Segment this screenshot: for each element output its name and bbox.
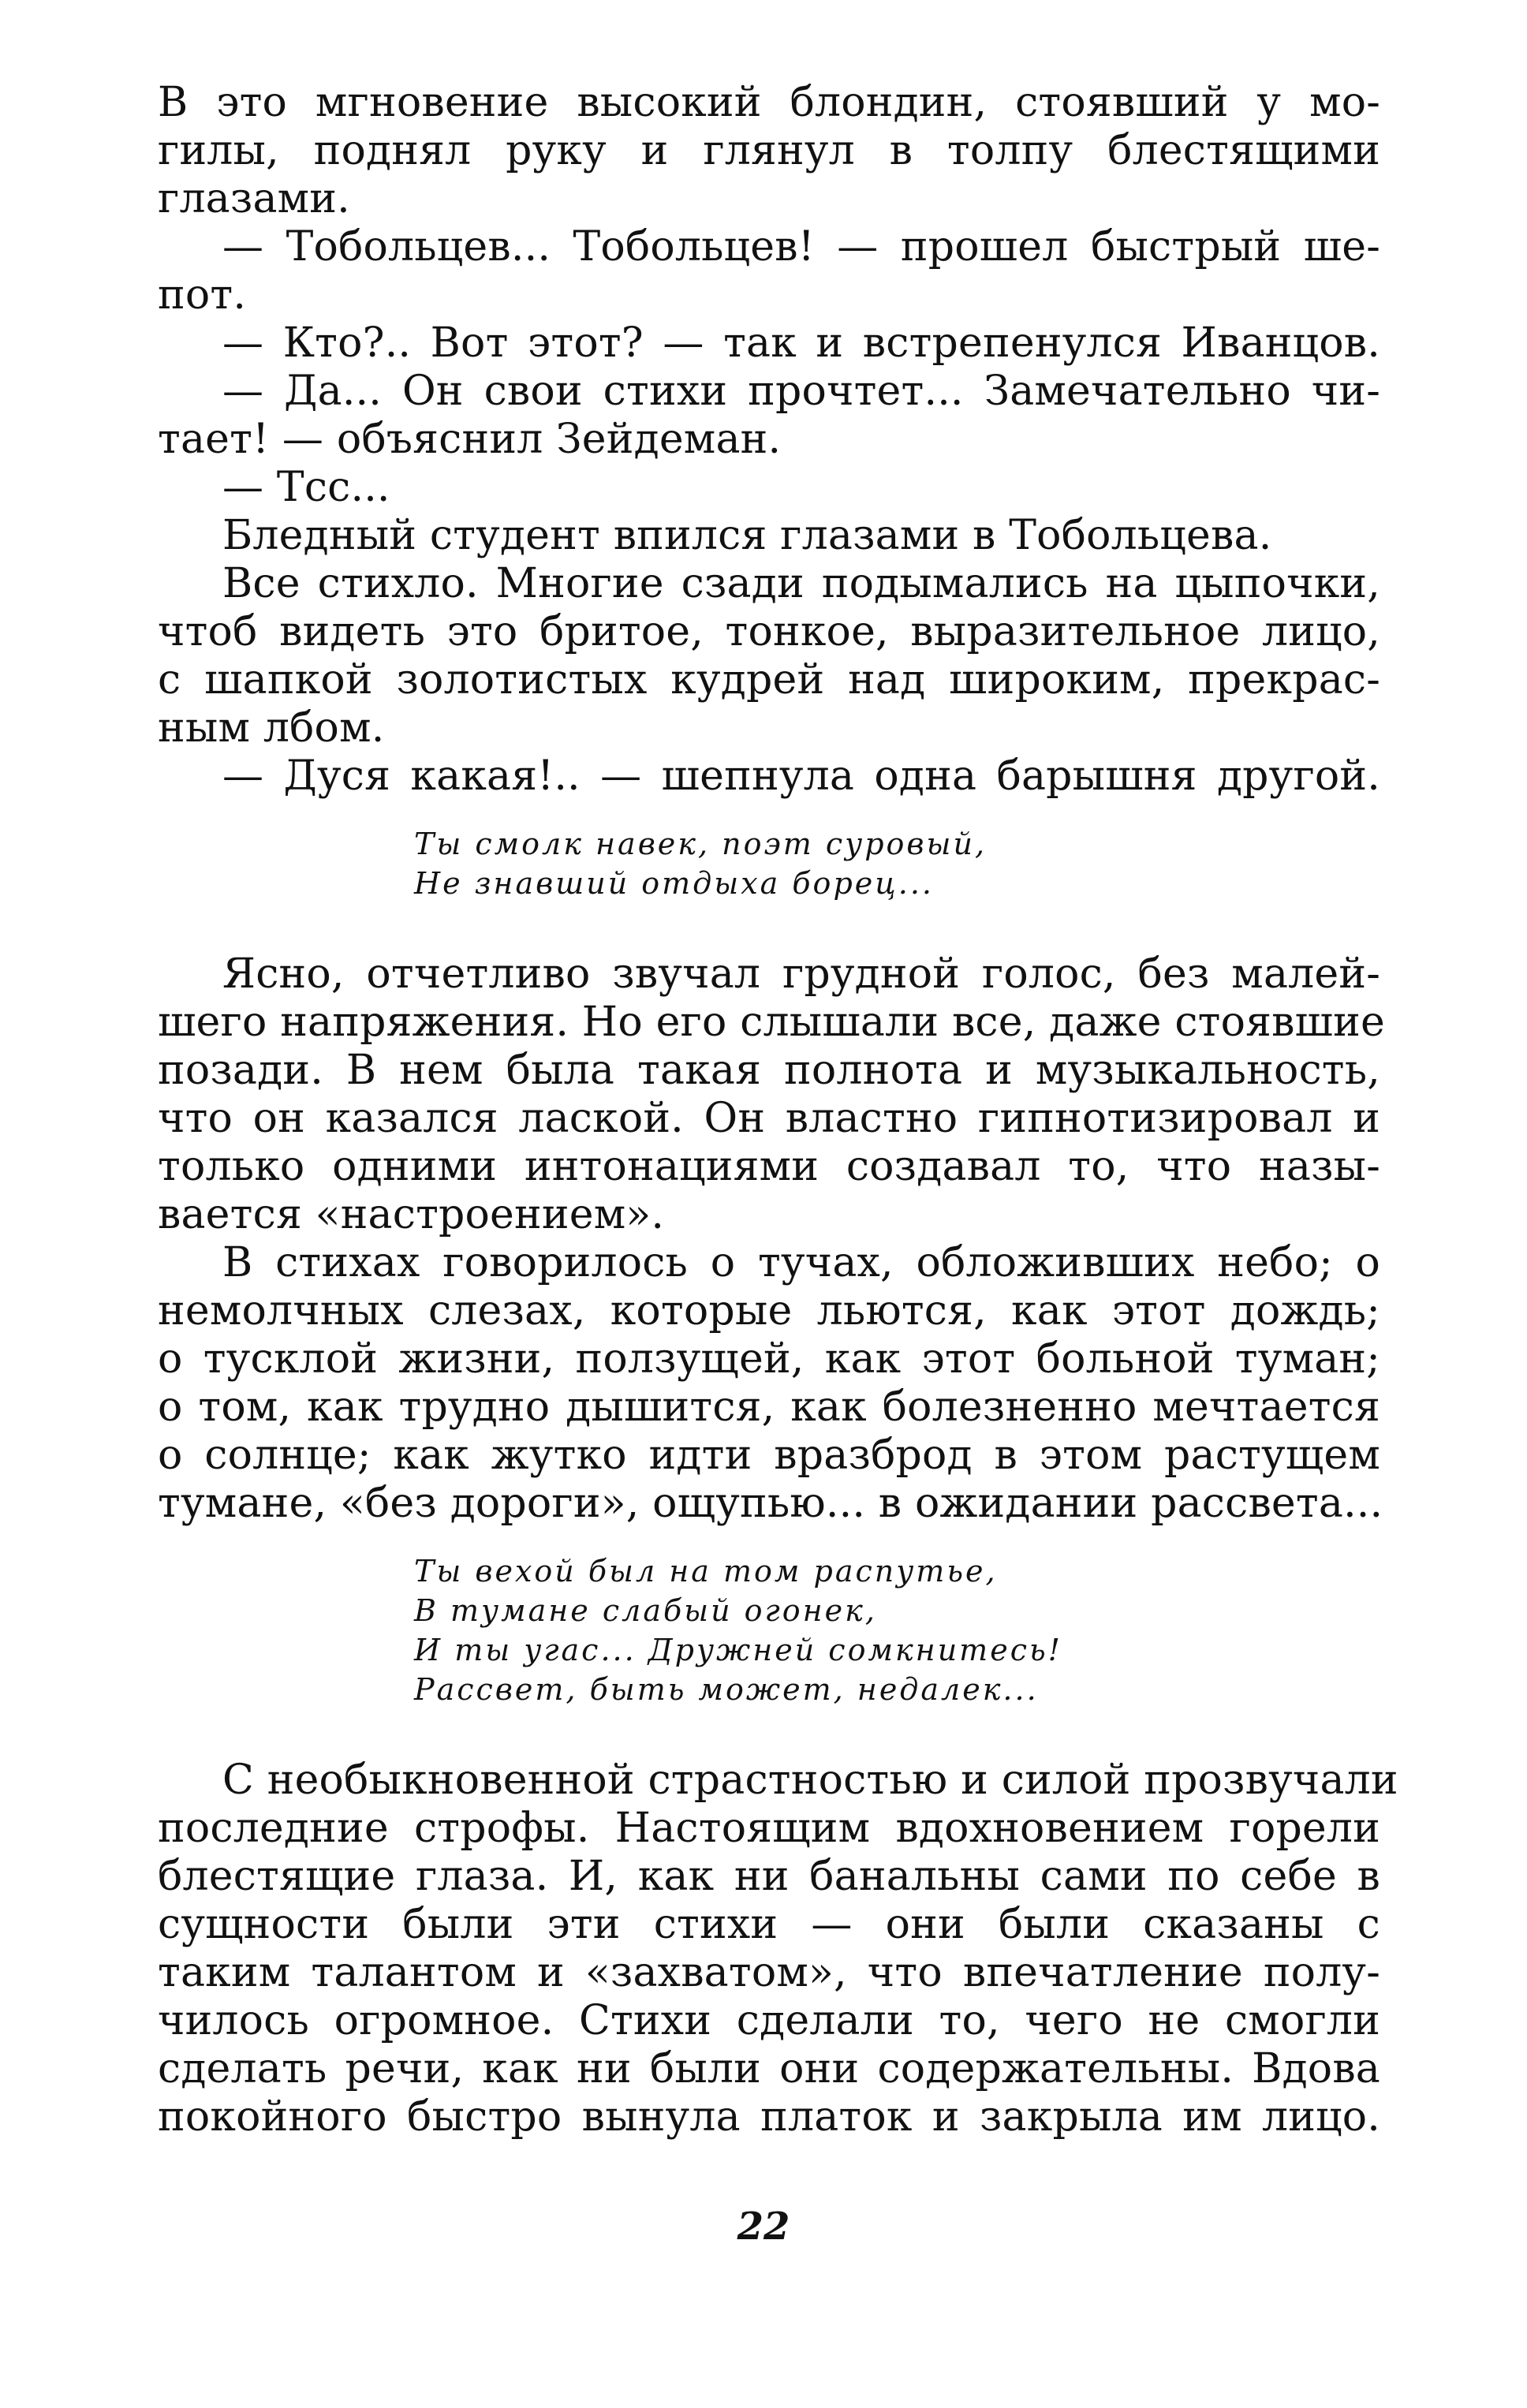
text-line: блестящие глаза. И, как ни банальны сами по себе в [158,1853,1380,1900]
text-line: В стихах говорилось о тучах, обложивших небо; о [222,1239,1380,1286]
verse-stanza-1 [414,824,1380,903]
text-line: глазами. [158,175,350,222]
text-line: чилось огромное. Стихи сделали то, чего не смогли [158,1997,1380,2044]
prose-block-1 [158,79,1380,801]
text-line: Ясно, отчетливо звучал грудной голос, без малей- [222,950,1380,998]
text-line: тумане, «без дороги», ощупью... в ожидании рассвета... [158,1480,1383,1527]
prose-block-2 [158,950,1385,1528]
verse-line: Рассвет, быть может, недалек... [414,1672,1039,1707]
text-line: позади. В нем была такая полнота и музыкальность, [158,1047,1380,1094]
verse-line: Не знавший отдыха борец... [414,866,935,901]
text-line: тает! — объяснил Зейдеман. [158,416,782,463]
verse-line: Ты смолк навек, поэт суровый, [414,827,988,861]
text-line: ным лбом. [158,704,385,752]
text-line: пот. [158,271,247,319]
text-line: Все стихло. Многие сзади подымались на цыпочки, [222,560,1380,607]
verse-stanza-2 [414,1551,1380,1709]
text-line: вается «настроением». [158,1191,665,1238]
book-page [158,79,1398,2141]
text-line: покойного быстро вынула платок и закрыла им лицо. [158,2093,1380,2141]
prose-block-3 [158,1757,1398,2141]
text-line: что он казался лаской. Он властно гипнотизировал и [158,1095,1380,1142]
page-number: 22 [737,2205,790,2249]
text-line: — Дуся какая!.. — шепнула одна барышня другой. [222,752,1380,800]
text-line: о тусклой жизни, ползущей, как этот больной туман; [158,1335,1380,1383]
text-line: о том, как трудно дышится, как болезненно мечтается [158,1383,1380,1431]
text-line: таким талантом и «захватом», что впечатление полу- [158,1949,1380,1996]
text-line: шего напряжения. Но его слышали все, даже стоявшие [158,999,1385,1046]
text-line: — Кто?.. Вот этот? — так и встрепенулся Иванцов. [222,319,1380,367]
text-line: В это мгновение высокий блондин, стоявший у мо- [158,79,1380,126]
verse-line: В тумане слабый огонек, [414,1593,877,1628]
text-line: — Да... Он свои стихи прочтет... Замечательно чи- [222,368,1380,415]
text-line: Бледный студент впился глазами в Тобольцева. [222,512,1272,559]
text-line: — Тсс... [222,464,390,511]
text-line: С необыкновенной страстностью и силой прозвучали [222,1757,1398,1804]
text-line: чтоб видеть это бритое, тонкое, выразительное лицо, [158,608,1380,655]
verse-line: Ты вехой был на том распутье, [414,1554,998,1589]
text-line: о солнце; как жутко идти вразброд в этом растущем [158,1432,1380,1479]
text-line: сделать речи, как ни были они содержательны. Вдова [158,2045,1380,2093]
text-line: — Тобольцев... Тобольцев! — прошел быстрый ше- [222,223,1380,271]
text-line: с шапкой золотистых кудрей над широким, прекрас- [158,656,1380,704]
verse-line: И ты угас... Дружней сомкнитесь! [414,1633,1062,1667]
text-line: сущности были эти стихи — они были сказаны с [158,1901,1380,1948]
text-line: гилы, поднял руку и глянул в толпу блестящими [158,127,1380,174]
text-line: немолчных слезах, которые льются, как этот дождь; [158,1287,1380,1335]
text-line: последние строфы. Настоящим вдохновением горели [158,1805,1380,1852]
text-line: только одними интонациями создавал то, что назы- [158,1143,1380,1190]
